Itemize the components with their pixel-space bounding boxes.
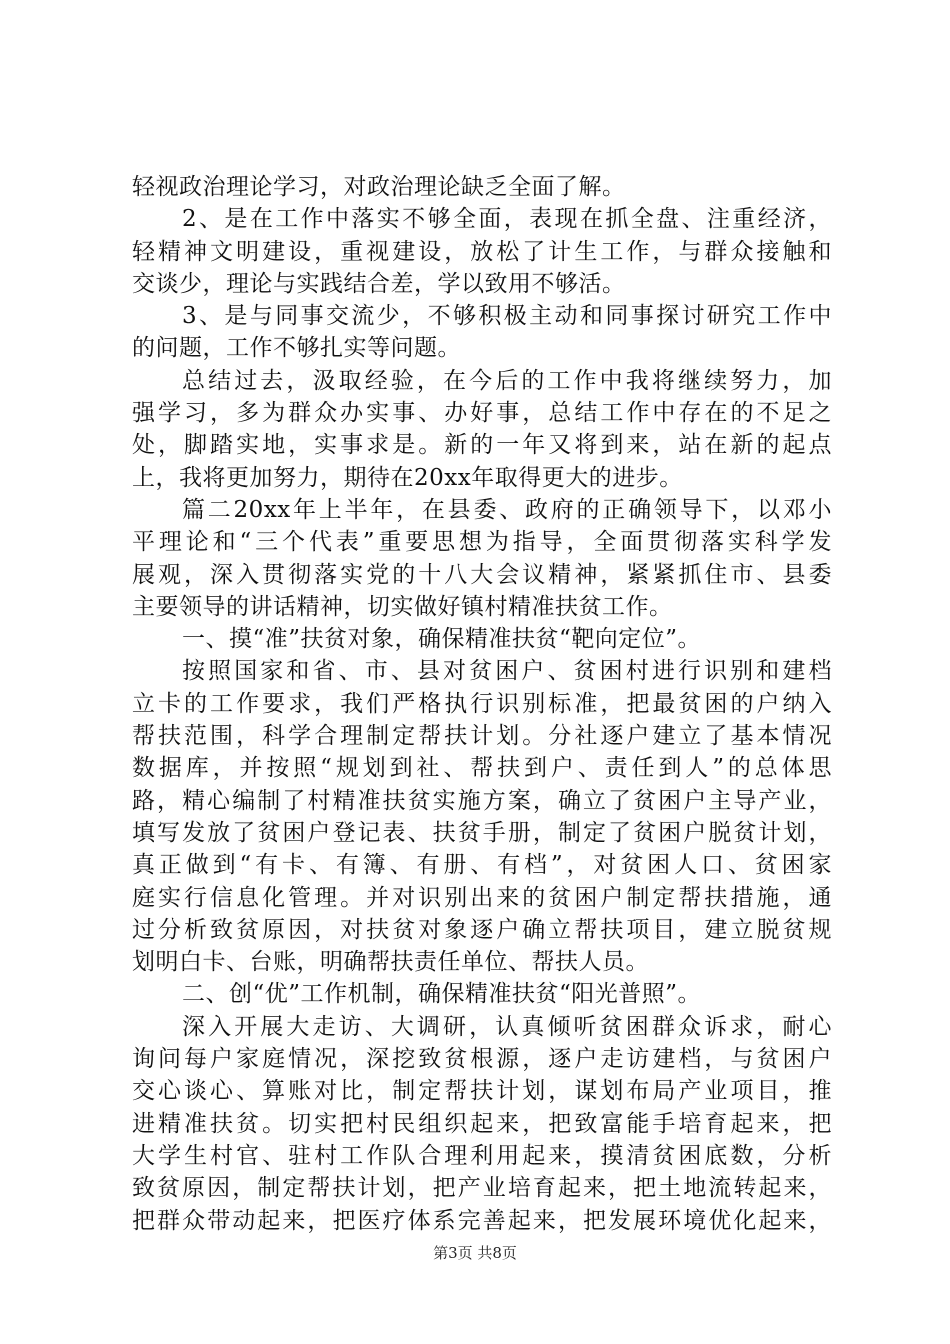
text-line: 展观，深入贯彻落实党的十八大会议精神，紧紧抓住市、县委 [132, 561, 832, 588]
text-line: 按照国家和省、市、县对贫困户、贫困村进行识别和建档 [182, 658, 832, 685]
text-line: 庭实行信息化管理。并对识别出来的贫困户制定帮扶措施，通 [132, 884, 832, 911]
text-line: 深入开展大走访、大调研，认真倾听贫困群众诉求，耐心 [182, 1013, 832, 1040]
document-body [132, 171, 832, 1237]
text-line: 强学习，多为群众办实事、办好事，总结工作中存在的不足之 [132, 400, 832, 427]
text-line: 主要领导的讲话精神，切实做好镇村精准扶贫工作。 [132, 593, 673, 620]
text-line: 3、是与同事交流少，不够积极主动和同事探讨研究工作中 [182, 303, 832, 330]
text-line: 处，脚踏实地，实事求是。新的一年又将到来，站在新的起点 [132, 432, 832, 459]
text-line: 交心谈心、算账对比，制定帮扶计划，谋划布局产业项目，推 [132, 1078, 832, 1105]
page-footer [0, 1243, 950, 1263]
text-line: 平理论和“三个代表”重要思想为指导，全面贯彻落实科学发 [132, 529, 832, 556]
text-line: 二、创“优”工作机制，确保精准扶贫“阳光普照”。 [182, 981, 702, 1008]
text-line: 真正做到“有卡、有簿、有册、有档”，对贫困人口、贫困家 [132, 852, 832, 879]
text-line: 路，精心编制了村精准扶贫实施方案，确立了贫困户主导产业， [132, 787, 832, 814]
text-line: 致贫原因，制定帮扶计划，把产业培育起来，把土地流转起来， [132, 1175, 832, 1202]
text-line: 帮扶范围，科学合理制定帮扶计划。分社逐户建立了基本情况 [132, 723, 832, 750]
text-line: 的问题，工作不够扎实等问题。 [132, 335, 461, 362]
text-line: 立卡的工作要求，我们严格执行识别标准，把最贫困的户纳入 [132, 690, 832, 717]
text-line: 2、是在工作中落实不够全面，表现在抓全盘、注重经济， [182, 206, 832, 233]
text-line: 把群众带动起来，把医疗体系完善起来，把发展环境优化起来， [132, 1207, 832, 1234]
text-line: 交谈少，理论与实践结合差，学以致用不够活。 [132, 270, 626, 297]
text-line: 上，我将更加努力，期待在20xx年取得更大的进步。 [132, 464, 683, 491]
text-line: 轻精神文明建设，重视建设，放松了计生工作，与群众接触和 [132, 238, 832, 265]
text-line: 进精准扶贫。切实把村民组织起来，把致富能手培育起来，把 [132, 1110, 832, 1137]
text-line: 一、摸“准”扶贫对象，确保精准扶贫“靶向定位”。 [182, 626, 702, 653]
page-number-label: 第3页 共8页 [433, 1244, 517, 1262]
text-line: 篇二20xx年上半年，在县委、政府的正确领导下，以邓小 [182, 496, 832, 523]
text-line: 填写发放了贫困户登记表、扶贫手册，制定了贫困户脱贫计划， [132, 819, 832, 846]
text-line: 过分析致贫原因，对扶贫对象逐户确立帮扶项目，建立脱贫规 [132, 916, 832, 943]
text-line: 总结过去，汲取经验，在今后的工作中我将继续努力，加 [182, 367, 832, 394]
text-line: 询问每户家庭情况，深挖致贫根源，逐户走访建档，与贫困户 [132, 1046, 832, 1073]
text-line: 数据库，并按照“规划到社、帮扶到户、责任到人”的总体思 [132, 755, 832, 782]
text-line: 大学生村官、驻村工作队合理利用起来，摸清贫困底数，分析 [132, 1142, 832, 1169]
text-line: 划明白卡、台账，明确帮扶责任单位、帮扶人员。 [132, 949, 649, 976]
text-line: 轻视政治理论学习，对政治理论缺乏全面了解。 [132, 174, 626, 200]
